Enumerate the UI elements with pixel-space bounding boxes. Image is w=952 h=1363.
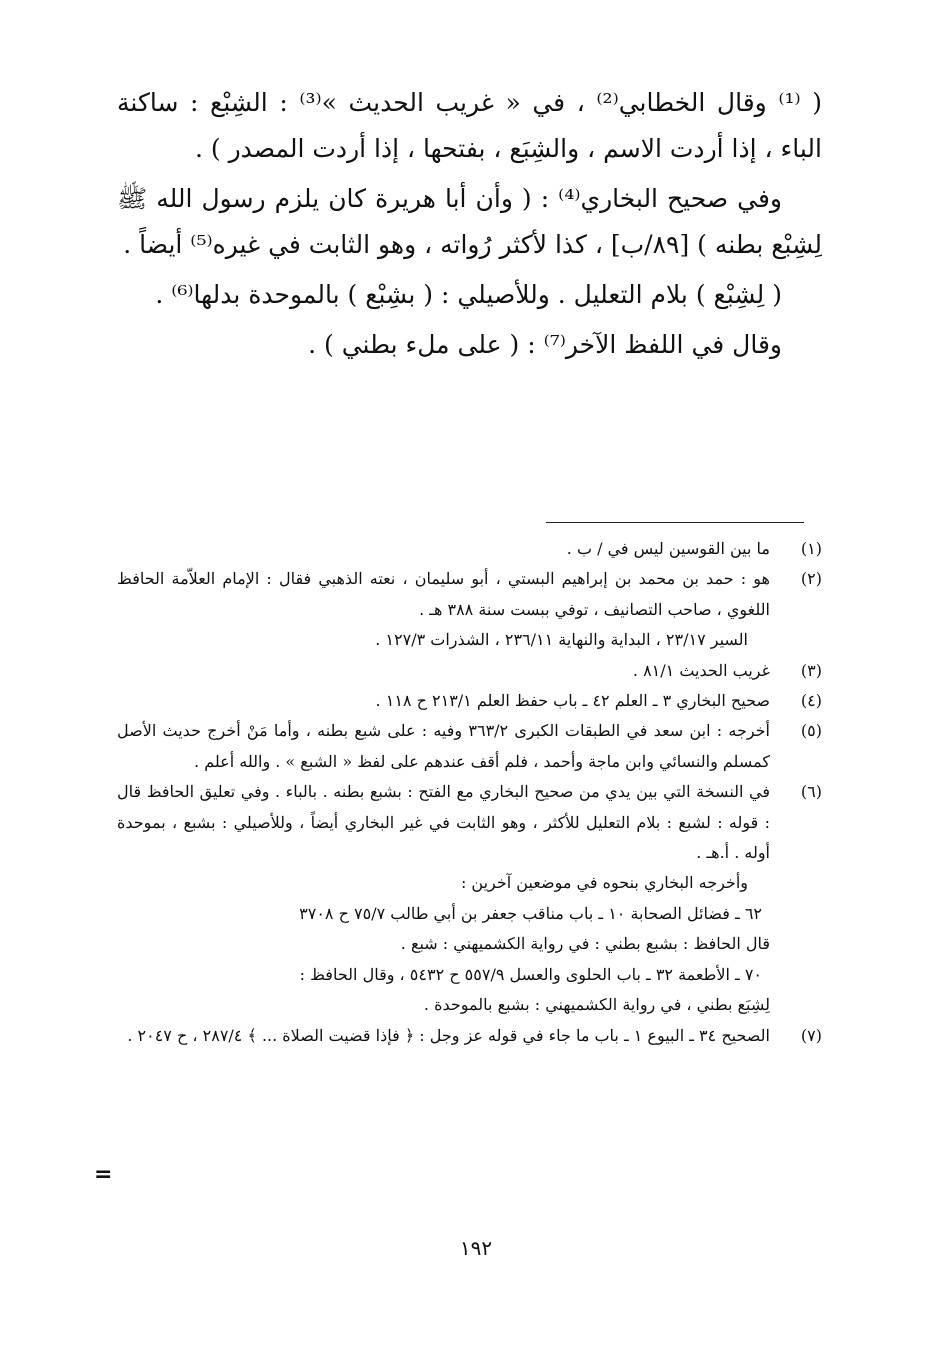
main-text bbox=[117, 80, 822, 372]
footnote-other-places: وأخرجه البخاري بنحوه في موضعين آخرين : bbox=[460, 873, 748, 893]
footnote-separator bbox=[546, 522, 804, 523]
footnote-sources: السير ٢٣/١٧ ، البداية والنهاية ٢٣٦/١١ ، الشذرات ١٢٧/٣ . bbox=[375, 630, 748, 650]
footnote-text: الصحيح ٣٤ ـ البيوع ١ ـ باب ما جاء في قوله عز وجل : ﴿ فإذا قضيت الصلاة ... ﴾ ٢٨٧/٤ ، ح ٢٠٤٧ . bbox=[127, 1025, 770, 1045]
footnote-text: هو : حمد بن محمد بن إبراهيم البستي ، أبو سليمان ، نعته الذهبي فقال : الإمام العلاّمة الحافظ اللغوي ، صاحب التصانيف ، توفي ببست سنة ٣٨٨ هـ . bbox=[117, 569, 770, 619]
footnote-number: (٣) bbox=[800, 660, 822, 680]
footnote-comment: قال الحافظ : بشبع بطني : في رواية الكشميهني : شبع . bbox=[400, 934, 770, 954]
footnote-3 bbox=[117, 656, 822, 686]
footnote-4 bbox=[117, 686, 822, 716]
footnote-number: (٢) bbox=[800, 569, 822, 589]
footnote-1 bbox=[117, 534, 822, 564]
footnote-text: في النسخة التي بين يدي من صحيح البخاري مع الفتح : بشبع بطنه . بالباء . وفي تعليق الحافظ قال : قوله : لشبع : بلام التعليل للأكثر ، وهو الثابت في غير البخاري أيضاً ، وللأصيلي : بشبع ، بموحدة أوله . أ.هـ . bbox=[117, 782, 770, 863]
footnote-text: أخرجه : ابن سعد في الطبقات الكبرى ٣٦٣/٢ وفيه : على شبع بطنه ، وأما مَنْ أخرج حديث الأصل كمسلم والنسائي وابن ماجة وأحمد ، فلم أقف عندهم على لفظ « الشبع » . والله أعلم . bbox=[117, 721, 771, 771]
footnote-text: ما بين القوسين ليس في / ب . bbox=[566, 539, 770, 558]
footnote-number: (١) bbox=[800, 539, 822, 558]
footnote-6 bbox=[117, 777, 822, 1020]
footnote-comment: لِشِبَع بطني ، في رواية الكشميهني : بشبع بالموحدة . bbox=[423, 995, 770, 1015]
paragraph-khattabi: ( ⁽¹⁾ وقال الخطابي⁽²⁾ ، في « غريب الحديث »⁽³⁾ : الشِبْع : ساكنة الباء ، إذا أردت الاسم ، والشِبَع ، بفتحها ، إذا أردت المصدر ) . bbox=[117, 88, 822, 163]
footnote-text: غريب الحديث ٨١/١ . bbox=[632, 660, 770, 680]
footnote-7 bbox=[117, 1021, 822, 1051]
footnote-number: (٦) bbox=[800, 782, 822, 802]
footnotes bbox=[117, 534, 822, 1051]
paragraph-other-wording: وقال في اللفظ الآخر⁽⁷⁾ : ( على ملء بطني ) . bbox=[308, 330, 782, 359]
paragraph-lam-taalil: ( لِشِبْع ) بلام التعليل . وللأصيلي : ( بشِبْع ) بالموحدة بدلها⁽⁶⁾ . bbox=[155, 280, 782, 309]
continuation-mark: = bbox=[94, 1162, 113, 1187]
footnote-text: صحيح البخاري ٣ ـ العلم ٤٢ ـ باب حفظ العلم ٢١٣/١ ح ١١٨ . bbox=[375, 691, 770, 711]
footnote-2 bbox=[117, 564, 822, 655]
footnote-reference: ٧٠ ـ الأطعمة ٣٢ ـ باب الحلوى والعسل ٥٥٧/٩ ح ٥٤٣٢ ، وقال الحافظ : bbox=[299, 964, 762, 984]
page-number: ١٩٢ bbox=[459, 1236, 493, 1260]
footnote-number: (٧) bbox=[800, 1025, 822, 1045]
paragraph-bukhari: وفي صحيح البخاري⁽⁴⁾ : ( وأن أبا هريرة كان يلزم رسول الله ﷺ لِشِبْع بطنه ) [٨٩/ب] ، كذا لأكثر رُواته ، وهو الثابت في غيره⁽⁵⁾ أيضاً . bbox=[117, 184, 822, 259]
footnote-reference: ٦٢ ـ فضائل الصحابة ١٠ ـ باب مناقب جعفر بن أبي طالب ٧٥/٧ ح ٣٧٠٨ bbox=[299, 903, 762, 923]
footnote-5 bbox=[117, 716, 822, 777]
footnote-number: (٤) bbox=[800, 691, 822, 711]
footnote-number: (٥) bbox=[800, 721, 822, 741]
